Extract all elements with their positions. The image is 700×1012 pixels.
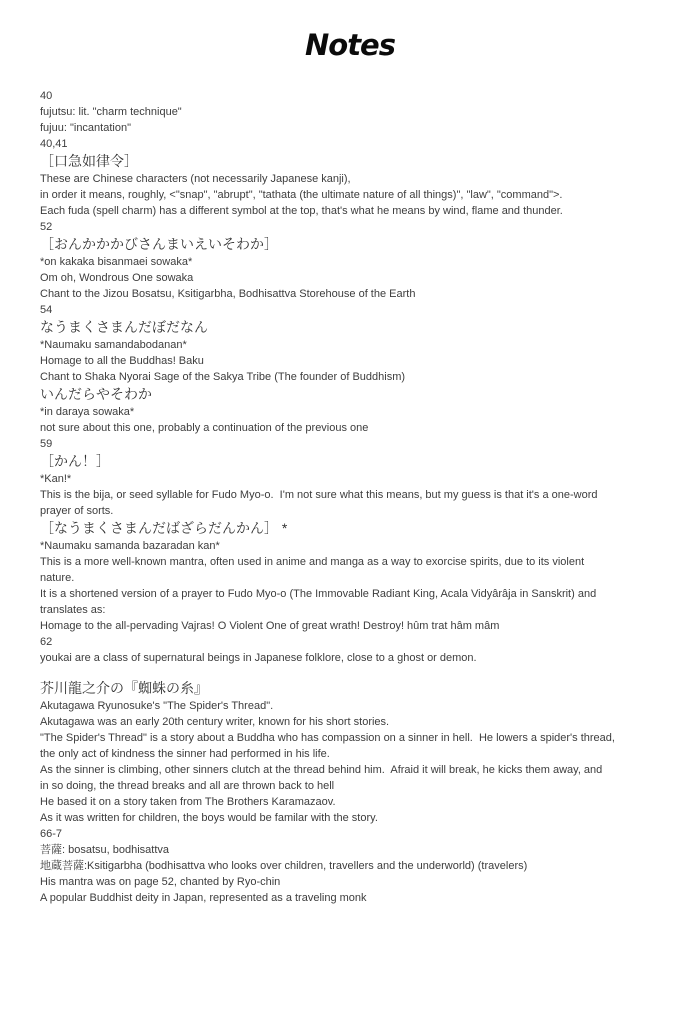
note-line: 54 [40, 304, 53, 316]
note-line: Homage to the all-pervading Vajras! O Violent One of great wrath! Destroy! hûm trat hâm mâm [40, 620, 500, 632]
note-line: the only act of kindness the sinner had performed in his life. [40, 748, 330, 760]
note-line: not sure about this one, probably a continuation of the previous one [40, 422, 369, 434]
note-line-japanese: ［なうまくさまんだばざらだんかん］ * [40, 520, 288, 536]
note-line: fujutsu: lit. "charm technique" [40, 106, 182, 118]
note-line: Om oh, Wondrous One sowaka [40, 272, 194, 284]
note-line: This is a more well-known mantra, often used in anime and manga as a way to exorcise spirits, due to its violent [40, 556, 585, 568]
note-line-japanese: ［口急如律令］ [40, 153, 138, 169]
note-line: in so doing, the thread breaks and all are thrown back to hell [40, 780, 335, 792]
note-line: 菩薩: bosatsu, bodhisattva [40, 844, 170, 856]
note-line: 地蔵菩薩:Ksitigarbha (bodhisattva who looks over children, travellers and the underworld) (travelers) [40, 860, 528, 872]
note-line: *in daraya sowaka* [40, 406, 135, 418]
note-line: 66-7 [40, 828, 63, 840]
note-line: 40 [40, 90, 53, 102]
note-line: It is a shortened version of a prayer to Fudo Myo-o (The Immovable Radiant King, Acala Vidyârâja in Sanskrit) and [40, 588, 597, 600]
blank-line [40, 666, 672, 679]
note-line-japanese: なうまくさまんだぼだなん [40, 319, 208, 335]
note-line: *Kan!* [40, 473, 72, 485]
note-line: fujuu: "incantation" [40, 122, 131, 134]
note-line: prayer of sorts. [40, 505, 114, 517]
note-line: nature. [40, 572, 75, 584]
note-line: Homage to all the Buddhas! Baku [40, 355, 204, 367]
page-title: Notes [305, 28, 395, 62]
note-line: He based it on a story taken from The Brothers Karamazaov. [40, 796, 336, 808]
note-line: As it was written for children, the boys would be familar with the story. [40, 812, 378, 824]
note-line: His mantra was on page 52, chanted by Ryo-chin [40, 876, 281, 888]
note-line: "The Spider's Thread" is a story about a Buddha who has compassion on a sinner in hell. He lowers a spider's thread, [40, 732, 615, 744]
note-line: Chant to Shaka Nyorai Sage of the Sakya Tribe (The founder of Buddhism) [40, 371, 406, 383]
note-line-japanese: ［かん！］ [40, 453, 110, 469]
note-line: Akutagawa Ryunosuke's "The Spider's Thread". [40, 700, 274, 712]
note-line-japanese: ［おんかかかびさんまいえいそわか］ [40, 236, 278, 252]
note-line: 62 [40, 636, 53, 648]
note-line: 52 [40, 221, 53, 233]
note-line: 59 [40, 438, 53, 450]
note-line: *Naumaku samanda bazaradan kan* [40, 540, 220, 552]
note-line: As the sinner is climbing, other sinners clutch at the thread behind him. Afraid it will break, he kicks them away, and [40, 764, 603, 776]
note-line: This is the bija, or seed syllable for Fudo Myo-o. I'm not sure what this means, but my guess is that it's a one-word [40, 489, 598, 501]
note-line: 40,41 [40, 138, 68, 150]
note-line: *Naumaku samandabodanan* [40, 339, 187, 351]
note-line: Akutagawa was an early 20th century writer, known for his short stories. [40, 716, 390, 728]
note-line-japanese: 芥川龍之介の『蜘蛛の糸』 [40, 680, 208, 696]
notes-content [40, 88, 672, 906]
note-line: in order it means, roughly, <"snap", "abrupt", "tathata (the ultimate nature of all things)", "law", "command">. [40, 189, 563, 201]
note-line: A popular Buddhist deity in Japan, represented as a traveling monk [40, 892, 367, 904]
note-line: Chant to the Jizou Bosatsu, Ksitigarbha, Bodhisattva Storehouse of the Earth [40, 288, 416, 300]
note-line: youkai are a class of supernatural beings in Japanese folklore, close to a ghost or demon. [40, 652, 477, 664]
note-line: *on kakaka bisanmaei sowaka* [40, 256, 193, 268]
note-line-japanese: いんだらやそわか [40, 386, 152, 402]
note-line: Each fuda (spell charm) has a different symbol at the top, that's what he means by wind, flame and thunder. [40, 205, 563, 217]
note-line: translates as: [40, 604, 106, 616]
note-line: These are Chinese characters (not necessarily Japanese kanji), [40, 173, 351, 185]
